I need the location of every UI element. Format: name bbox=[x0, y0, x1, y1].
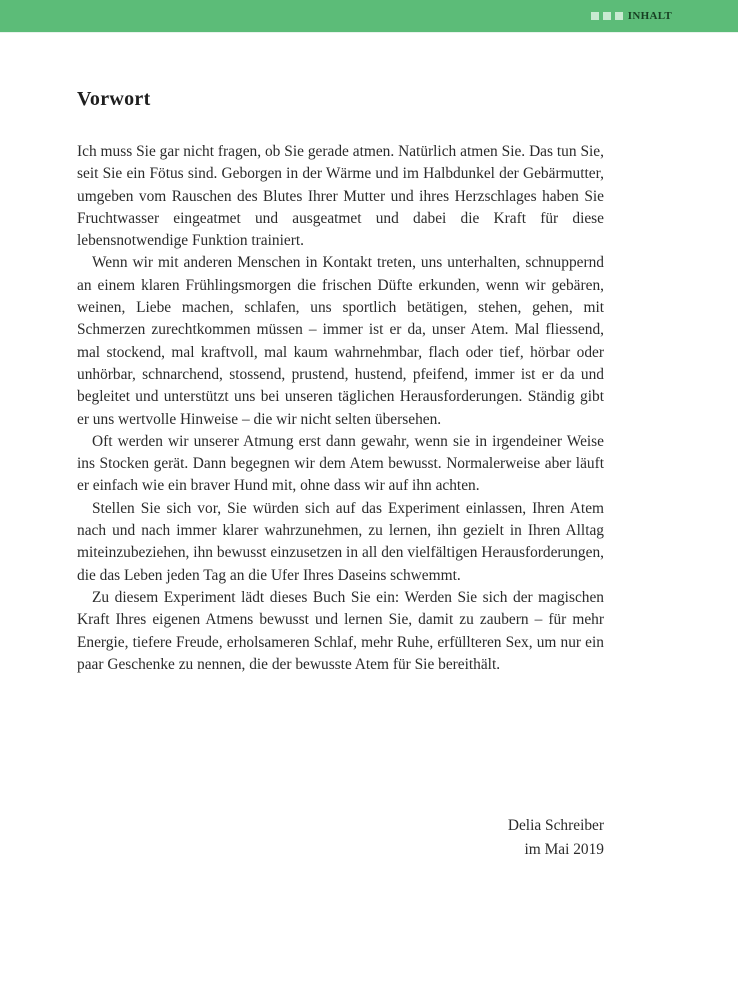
paragraph: Zu diesem Experiment lädt dieses Buch Sie ein: Werden Sie sich der magischen Kraft Ihres eigenen Atmens bewusst und lernen Sie, damit zu zaubern – für mehr Energie, tiefere Freude, erholsameren Schlaf, mehr Ruhe, erfüllteren Sex, um nur ein paar Geschenke zu nennen, die der bewusste Atem für Sie bereithält. bbox=[77, 588, 604, 673]
page-title: Vorwort bbox=[77, 88, 151, 110]
three-squares-icon bbox=[591, 12, 623, 20]
header-bar bbox=[0, 0, 738, 33]
main-content bbox=[77, 84, 604, 676]
square bbox=[615, 12, 623, 20]
author-name: Delia Schreiber bbox=[507, 817, 604, 834]
square bbox=[603, 12, 611, 20]
signature bbox=[508, 814, 604, 862]
nav-label: INHALT bbox=[627, 10, 672, 22]
square bbox=[591, 12, 599, 20]
paragraph: Wenn wir mit anderen Menschen in Kontakt treten, uns unterhalten, schnuppernd an einem klaren Frühlingsmorgen die frischen Düfte erkunden, wenn wir gebären, weinen, Liebe machen, schlafen, uns sportlich betätigen, stehen, gehen, mit Schmerzen zurechtkommen müssen – immer ist er da, unser Atem. Mal fliessend, mal stockend, mal kraftvoll, mal kaum wahrnehmbar, flach oder tief, hörbar oder unhörbar, schnarchend, stossend, prustend, hustend, pfeifend, immer ist er da und begleitet und unterstützt uns bei unseren täglichen Herausforderungen. Ständig gibt er uns wertvolle Hinweise – die wir nicht selten übersehen. bbox=[77, 254, 604, 428]
paragraph: Oft werden wir unserer Atmung erst dann gewahr, wenn sie in irgendeiner Weise ins Stocken gerät. Dann begegnen wir dem Atem bewusst. Normalerweise aber läuft er einfach wie ein braver Hund mit, ohne dass wir auf ihn achten. bbox=[77, 432, 604, 495]
paragraph: Ich muss Sie gar nicht fragen, ob Sie gerade atmen. Natürlich atmen Sie. Das tun Sie, seit Sie ein Fötus sind. Geborgen in der Wärme und im Halbdunkel der Gebärmutter, umgeben vom Rauschen des Blutes Ihrer Mutter und ihres Herzschlages haben Sie Fruchtwasser eingeatmet und ausgeatmet und dabei die Kraft für diese lebensnotwendige Funktion trainiert. bbox=[77, 143, 604, 250]
paragraph: Stellen Sie sich vor, Sie würden sich auf das Experiment einlassen, Ihren Atem nach und nach immer klarer wahrzunehmen, zu lernen, ihn gezielt in Ihren Alltag miteinzubeziehen, ihn bewusst einzusetzen in all den vielfältigen Herausforderungen, die das Leben jeden Tag an die Ufer Ihres Daseins schwemmt. bbox=[77, 499, 604, 584]
signature-date: im Mai 2019 bbox=[524, 841, 604, 858]
table-of-contents-link[interactable] bbox=[591, 9, 672, 23]
